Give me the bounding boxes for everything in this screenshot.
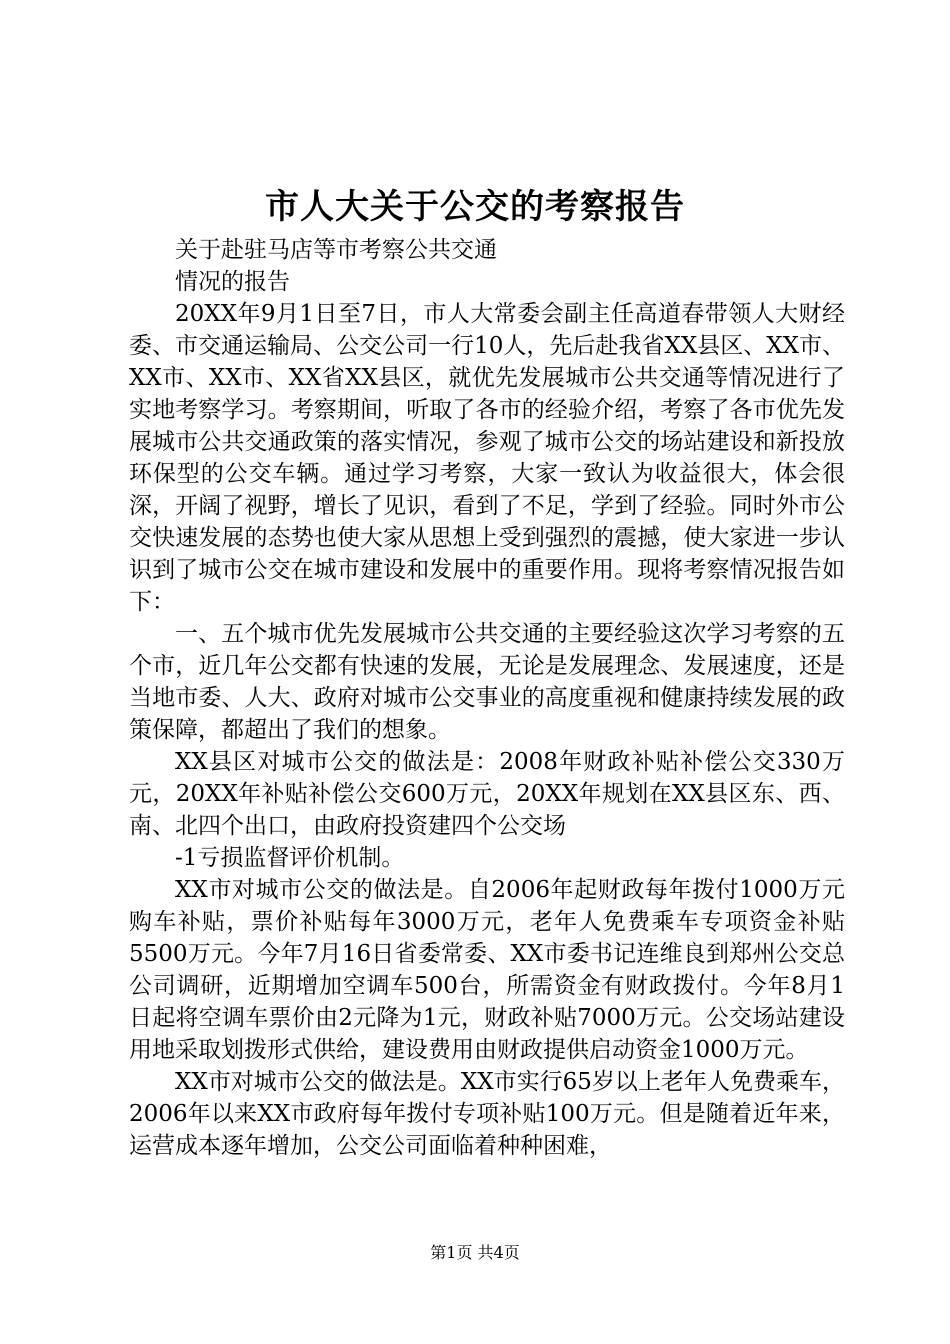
page-number-footer: 第1页 共4页 [430,1243,520,1262]
paragraph-section-one: 一、五个城市优先发展城市公共交通的主要经验这次学习考察的五个市，近几年公交都有快速的发展，无论是发展理念、发展速度，还是当地市委、人大、政府对城市公交事业的高度重视和健康持续发展的政策保障，都超出了我们的想象。 [129,621,845,743]
paragraph-subtitle-line-2: 情况的报告 [175,269,290,295]
paragraph-subtitle-line-1: 关于赴驻马店等市考察公共交通 [175,237,497,263]
document-body [129,234,845,1162]
paragraph-county-practice: XX县区对城市公交的做法是：2008年财政补贴补偿公交330万元，20XX年补贴补偿公交600万元，20XX年规划在XX县区东、西、南、北四个出口，由政府投资建四个公交场 [129,749,845,839]
paragraph-city-practice-1: XX市对城市公交的做法是。自2006年起财政每年拨付1000万元购车补贴，票价补贴每年3000万元，老年人免费乘车专项资金补贴5500万元。今年7月16日省委常委、XX市委书记连维良到郑州公交总公司调研，近期增加空调车500台，所需资金有财政拨付。今年8月1日起将空调车票价由2元降为1元，财政补贴7000万元。公交场站建设用地采取划拨形式供给，建设费用由财政提供启动资金1000万元。 [129,877,845,1063]
paragraph-intro: 20XX年9月1日至7日，市人大常委会副主任高道春带领人大财经委、市交通运输局、公交公司一行10人，先后赴我省XX县区、XX市、XX市、XX市、XX省XX县区，就优先发展城市公共交通等情况进行了实地考察学习。考察期间，听取了各市的经验介绍，考察了各市优先发展城市公共交通政策的落实情况，参观了城市公交的场站建设和新投放环保型的公交车辆。通过学习考察，大家一致认为收益很大，体会很深，开阔了视野，增长了见识，看到了不足，学到了经验。同时外市公交快速发展的态势也使大家从思想上受到强烈的震撼，使大家进一步认识到了城市公交在城市建设和发展中的重要作用。现将考察情况报告如下： [129,301,845,615]
paragraph-fragment: -1亏损监督评价机制。 [175,845,405,871]
document-title: 市人大关于公交的考察报告 [265,187,685,227]
paragraph-city-practice-2: XX市对城市公交的做法是。XX市实行65岁以上老年人免费乘车，2006年以来XX市政府每年拨付专项补贴100万元。但是随着近年来，运营成本逐年增加，公交公司面临着种种困难， [129,1069,845,1159]
